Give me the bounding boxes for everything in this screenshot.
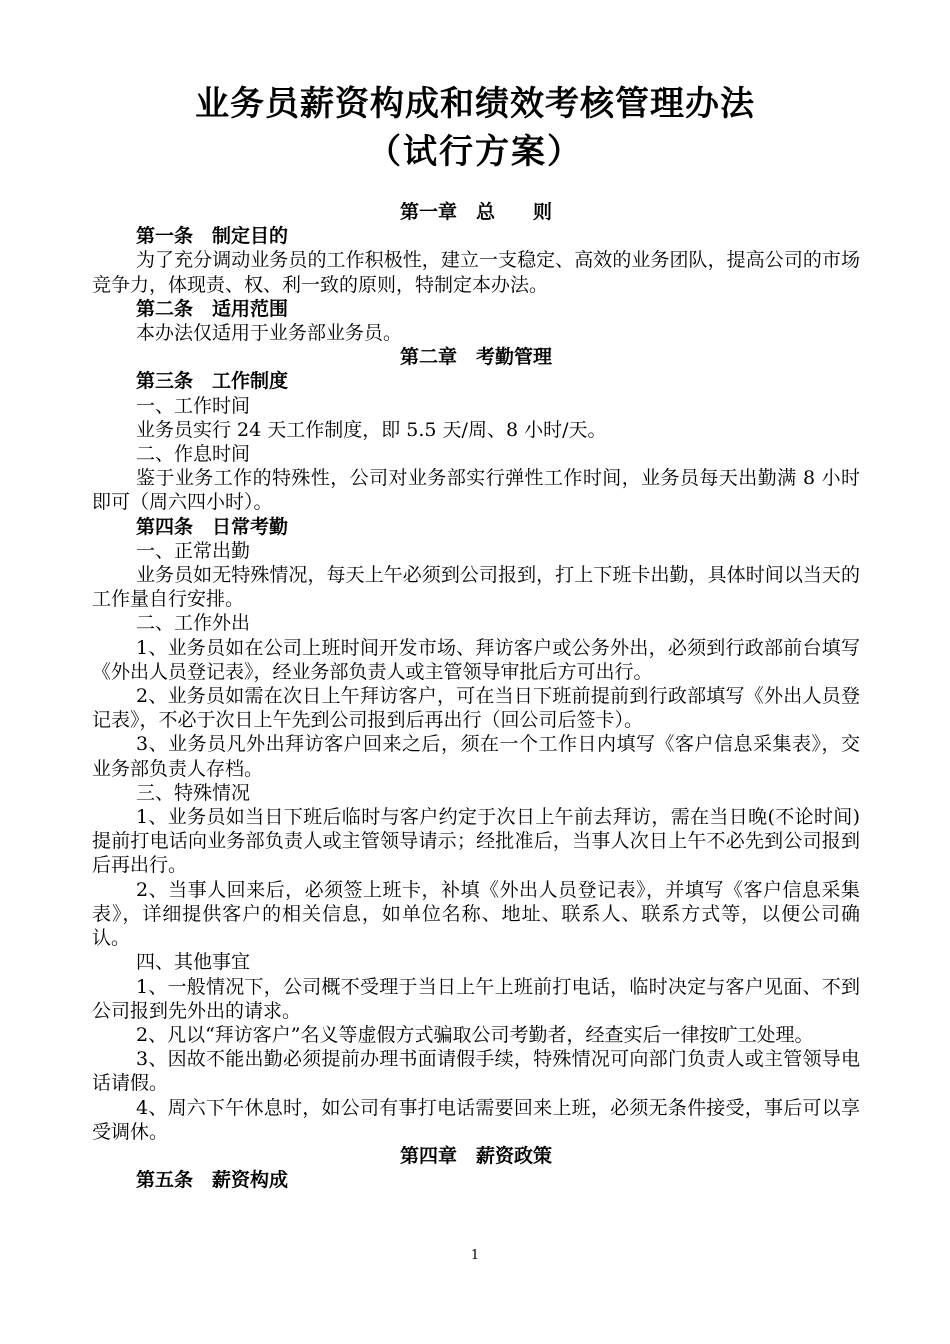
paragraph: 业务员如无特殊情况，每天上午必须到公司报到，打上下班卡出勤，具体时间以当天的工作量自行安排。	[92, 564, 860, 611]
chapter-heading: 第四章 薪资政策	[399, 1144, 552, 1167]
paragraph: 二、作息时间	[136, 443, 251, 466]
paragraph: 四、其他事宜	[136, 951, 251, 974]
article-heading: 第五条 薪资构成	[136, 1169, 289, 1192]
paragraph: 鉴于业务工作的特殊性，公司对业务部实行弹性工作时间，业务员每天出勤满 8 小时即可（周六四小时）。	[92, 467, 860, 514]
chapter-heading: 第二章 考勤管理	[399, 346, 552, 369]
paragraph: 2、当事人回来后，必须签上班卡，补填《外出人员登记表》，并填写《客户信息采集表》，详细提供客户的相关信息，如单位名称、地址、联系人、联系方式等，以便公司确认。	[92, 878, 860, 950]
paragraph: 业务员实行 24 天工作制度，即 5.5 天/周、8 小时/天。	[136, 418, 607, 441]
document-body	[92, 200, 860, 1192]
paragraph: 1、一般情况下，公司概不受理于当日上午上班前打电话，临时决定与客户见面、不到公司报到先外出的请求。	[92, 975, 860, 1022]
article-heading: 第三条 工作制度	[136, 370, 289, 393]
paragraph: 二、工作外出	[136, 612, 251, 635]
page-number: 1	[470, 1248, 480, 1263]
paragraph: 1、业务员如在公司上班时间开发市场、拜访客户或公务外出，必须到行政部前台填写《外出人员登记表》，经业务部负责人或主管领导审批后方可出行。	[92, 636, 860, 683]
paragraph: 2、凡以“拜访客户”名义等虚假方式骗取公司考勤者，经查实后一律按旷工处理。	[136, 1023, 814, 1046]
paragraph: 4、周六下午休息时，如公司有事打电话需要回来上班，必须无条件接受，事后可以享受调休。	[92, 1096, 860, 1143]
paragraph: 3、业务员凡外出拜访客户回来之后，须在一个工作日内填写《客户信息采集表》，交业务部负责人存档。	[92, 733, 860, 780]
article-heading: 第一条 制定目的	[136, 225, 289, 248]
document-subtitle: （试行方案）	[367, 132, 583, 172]
paragraph: 1、业务员如当日下班后临时与客户约定于次日上午前去拜访，需在当日晚(不论时间)提前打电话向业务部负责人或主管领导请示；经批准后，当事人次日上午不必先到公司报到后再出行。	[92, 806, 860, 877]
paragraph: 一、正常出勤	[136, 539, 251, 562]
paragraph: 三、特殊情况	[136, 781, 251, 804]
chapter-heading: 第一章 总 则	[399, 201, 552, 223]
paragraph: 一、工作时间	[136, 394, 251, 417]
paragraph: 为了充分调动业务员的工作积极性，建立一支稳定、高效的业务团队，提高公司的市场竞争力，体现责、权、利一致的原则，特制定本办法。	[92, 249, 860, 296]
document-title: 业务员薪资构成和绩效考核管理办法	[195, 84, 755, 124]
paragraph: 2、业务员如需在次日上午拜访客户，可在当日下班前提前到行政部填写《外出人员登记表》，不必于次日上午先到公司报到后再出行（回公司后签卡）。	[92, 685, 860, 732]
paragraph: 本办法仅适用于业务部业务员。	[136, 322, 403, 345]
paragraph: 3、因故不能出勤必须提前办理书面请假手续，特殊情况可向部门负责人或主管领导电话请假。	[92, 1048, 860, 1095]
article-heading: 第二条 适用范围	[136, 297, 289, 320]
article-heading: 第四条 日常考勤	[136, 515, 289, 538]
